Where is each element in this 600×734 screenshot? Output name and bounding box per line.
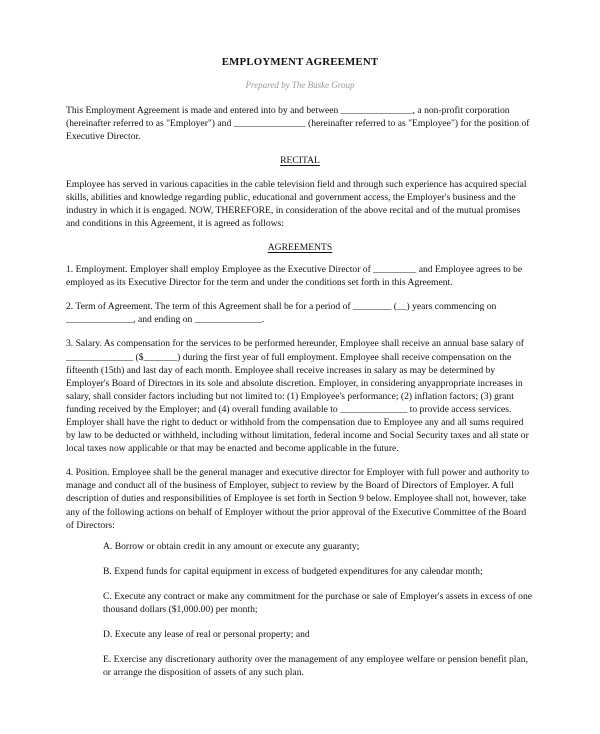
section-salary: 3. Salary. As compensation for the services to be performed hereunder, Employee shall receive an annual base salary of ______________ ($_______) during the first year of full employment. Employee shall receive compensation on the fifteenth (15th) and last day of each month. Employee shall receive increases in salary as may be determined by Employer's Board of Directors in its sole and absolute discretion. Employer, in considering anyappropriate increases in salary, shall consider factors including but not limited to: (1) Employee's performance; (2) inflation factors; (3) grant funding received by the Employer; and (4) overall funding available to ______________ to provide access services. Employer shall have the right to deduct or withhold from the compensation due to Employee any and all sums required by law to be deducted or withheld, including without limitation, federal income and Social Security taxes and all state or local taxes now applicable or that may be enacted and become applicable in the future. <box>66 338 529 455</box>
section-position: 4. Position. Employee shall be the general manager and executive director for Employer with full power and authority to manage and conduct all of the business of Employer, subject to review by the Board of Directors of Employer. A full description of duties and responsibilities of Employee is set forth in Section 9 below. Employee shall not, however, take any of the following actions on behalf of Employer without the prior approval of the Executive Committee of the Board of Directors: <box>66 467 530 531</box>
list-item-c: C. Execute any contract or make any commitment for the purchase or sale of Employer's assets in excess of one thousand dollars ($1,000.00) per month; <box>103 590 533 615</box>
restricted-actions-list <box>66 540 534 680</box>
agreements-heading: AGREEMENTS <box>267 241 333 253</box>
document-title: EMPLOYMENT AGREEMENT <box>221 56 379 68</box>
list-item-d: D. Execute any lease of real or personal property; and <box>103 629 310 641</box>
list-item-a: A. Borrow or obtain credit in any amount or execute any guaranty; <box>103 540 360 552</box>
list-item-b: B. Expend funds for capital equipment in excess of budgeted expenditures for any calendar month; <box>103 565 483 577</box>
prepared-by-line: Prepared by The Buske Group <box>245 80 355 91</box>
section-employment: 1. Employment. Employer shall employ Employee as the Executive Director of _________ and Employee agrees to be employed as its Executive Director for the term and under the conditions set forth in this Agreement. <box>66 264 523 289</box>
list-item-e: E. Exercise any discretionary authority over the management of any employee welfare or pension benefit plan, or arrange the disposition of assets of any such plan. <box>103 654 528 679</box>
intro-paragraph: This Employment Agreement is made and entered into by and between _______________, a non-profit corporation (hereinafter referred to as "Employer") and _______________ (hereinafter referred to as "Employee") for the position of Executive Director. <box>66 105 530 143</box>
section-term: 2. Term of Agreement. The term of this Agreement shall be for a period of ________ (__) years commencing on ______________, and ending on ______________. <box>66 301 497 326</box>
recital-paragraph: Employee has served in various capacities in the cable television field and through such experience has acquired special skills, abilities and knowledge regarding public, educational and government access, the Employer's business and the industry in which it is engaged. NOW, THEREFORE, in consideration of the above recital and of the mutual promises and conditions in this Agreement, it is agreed as follows: <box>66 178 527 229</box>
recital-heading: RECITAL <box>280 155 320 167</box>
